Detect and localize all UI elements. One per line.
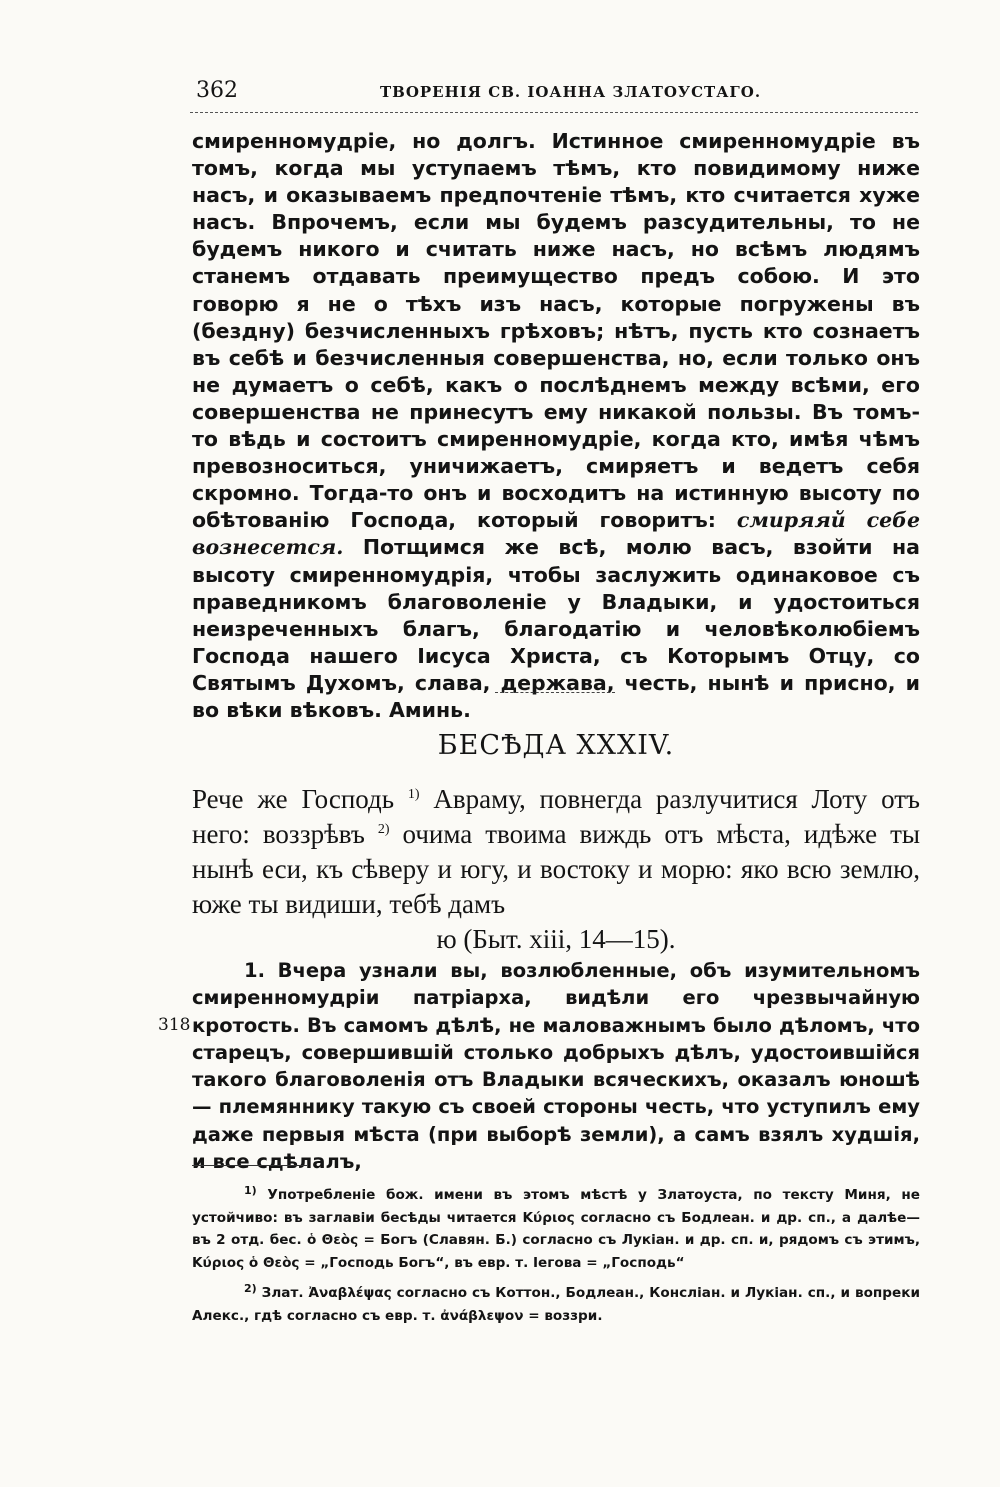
footnotes xyxy=(192,1180,920,1327)
footnote-rule xyxy=(192,1165,307,1166)
margin-number: 318 xyxy=(158,1015,191,1035)
footnote-text: Злат. Ἀναβλέψας согласно съ Коттон., Бодлеан., Консліан. и Лукіан. сп., и вопреки Алекс., гдѣ согласно съ евр. т. ἀνάβλεψον = воззри. xyxy=(192,1285,921,1324)
body-text-part2: Потщимся же всѣ, молю васъ, взойти на высоту смиренномудрія, чтобы заслужить одинаковое съ праведникомъ благоволеніе у Владыки, и удостоиться неизреченныхъ благъ, благодатію и человѣколюбіемъ Господа нашего Іисуса Христа, съ Которымъ Отцу, со Святымъ Духомъ, слава, держава, честь, нынѣ и присно, и во вѣки вѣковъ. Аминь. xyxy=(192,535,920,722)
section-paragraph: 1. Вчера узнали вы, возлюбленные, объ изумительномъ смиренномудріи патріарха, видѣли его чрезвычайную кротость. Въ самомъ дѣлѣ, не маловажнымъ было дѣломъ, что старецъ, совершившій столько добрыхъ дѣлъ, удостоившійся такого благоволенія отъ Владыки всяческихъ, оказалъ юношѣ — племяннику такую съ своей стороны честь, что уступилъ ему даже первыя мѣста (при выборѣ земли), а самъ взялъ худшія, и все сдѣлалъ, xyxy=(192,959,920,1174)
body-text xyxy=(192,128,920,724)
page-number: 362 xyxy=(196,78,238,103)
epigraph-text xyxy=(192,782,920,922)
footnote-1 xyxy=(192,1180,920,1274)
footnote-marker: 2) xyxy=(244,1282,257,1295)
epigraph-part3: очима твоима виждь отъ мѣста, идѣже ты нынѣ еси, къ сѣверу и югу, и востоку и морю: яко всю землю, юже ты видиши, тебѣ дамъ xyxy=(192,819,921,919)
footnote-ref-1: 1) xyxy=(407,787,420,802)
scripture-quote: смиряяй себе вознесется. xyxy=(192,508,921,560)
footnote-2 xyxy=(192,1278,920,1327)
epigraph-reference: ю (Быт. xiii, 14—15). xyxy=(436,924,676,954)
header-rule xyxy=(190,112,918,113)
section-divider xyxy=(495,692,615,693)
section-1 xyxy=(192,957,920,1175)
body-paragraph xyxy=(192,128,920,724)
page-header xyxy=(190,78,920,108)
running-title: ТВОРЕНІЯ СВ. ІОАННА ЗЛАТОУСТАГО. xyxy=(380,83,762,101)
footnote-ref-2: 2) xyxy=(377,822,390,837)
footnote-text: Употребленіе бож. имени въ этомъ мѣстѣ у Златоуста, по тексту Миня, не устойчиво: въ заглавіи бесѣды читается Κύριος согласно съ Бодлеан. и др. сп., а далѣе—въ 2 отд. бес. ὁ Θεὸς = Богъ (Славян. Б.) согласно съ Лукіан. и др. сп. и, рядомъ съ этимъ, Κύριος ὁ Θεὸς = „Господь Богъ“, въ евр. т. Іегова = „Господь“ xyxy=(192,1187,920,1271)
epigraph-part2: Авраму, повнегда разлучитися Лоту отъ него: воззрѣвъ xyxy=(192,784,920,849)
epigraph xyxy=(192,782,920,957)
epigraph-part1: Рече же Господь xyxy=(192,784,395,814)
homily-title: БЕСѢДА XXXIV. xyxy=(437,730,675,761)
body-text-part1: смиренномудріе, но долгъ. Истинное смиренномудріе въ томъ, когда мы уступаемъ тѣмъ, кто повидимому ниже насъ, и оказываемъ предпочтеніе тѣмъ, кто считается хуже насъ. Впрочемъ, если мы будемъ разсудительны, то не будемъ никого и считать ниже насъ, но всѣмъ людямъ станемъ отдавать преимущество предъ собою. И это говорю я не о тѣхъ изъ насъ, которые погружены въ (бездну) безчисленныхъ грѣховъ; нѣтъ, пусть кто сознаетъ въ себѣ и безчисленныя совершенства, но, если только онъ не думаетъ о себѣ, какъ о послѣднемъ между всѣми, его совершенства не принесутъ ему никакой пользы. Въ томъ-то вѣдь и состоитъ смиренномудріе, когда кто, имѣя чѣмъ превозноситься, уничижаетъ, смиряетъ и ведетъ себя скромно. Тогда-то онъ и восходитъ на истинную высоту по обѣтованію Господа, который говоритъ: xyxy=(192,129,920,533)
footnote-marker: 1) xyxy=(244,1184,257,1197)
